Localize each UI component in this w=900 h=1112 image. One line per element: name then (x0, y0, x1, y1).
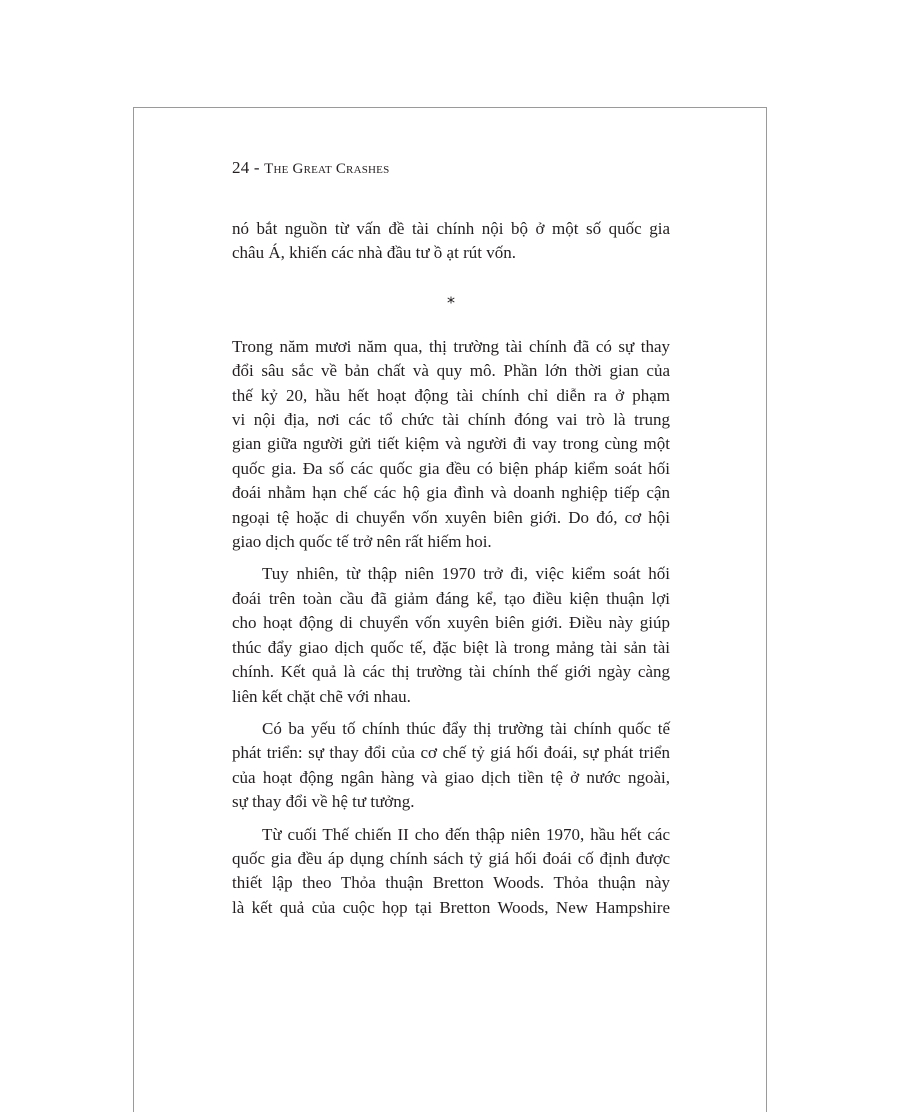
page-number: 24 (232, 158, 250, 177)
text-line: thế kỷ 20, hầu hết hoạt động tài chính chỉ diễn ra ở phạm (232, 385, 670, 405)
text-line: phát triển: sự thay đổi của cơ chế tỷ giá hối đoái, sự phát triển (232, 743, 670, 763)
paragraph (232, 562, 670, 708)
text-line: đoái trên toàn cầu đã giảm đáng kể, tạo điều kiện thuận lợi (232, 588, 670, 608)
text-line: Tuy nhiên, từ thập niên 1970 trở đi, việc kiểm soát hối (262, 564, 670, 584)
text-line: nó bắt nguồn từ vấn đề tài chính nội bộ ở một số quốc gia (232, 219, 670, 238)
text-line: của hoạt động ngân hàng và giao dịch tiền tệ ở nước ngoài, (232, 767, 670, 787)
text-line: Từ cuối Thế chiến II cho đến thập niên 1970, hầu hết các (262, 824, 670, 844)
paragraph (232, 717, 670, 815)
text-line: Có ba yếu tố chính thúc đẩy thị trường tài chính quốc tế (262, 718, 670, 738)
text-line: thiết lập theo Thỏa thuận Bretton Woods. Thỏa thuận này (232, 873, 670, 893)
paragraph (232, 823, 670, 921)
text-line: đoái nhằm hạn chế các hộ gia đình và doanh nghiệp tiếp cận (232, 483, 670, 503)
text-line: thúc đẩy giao dịch quốc tế, đặc biệt là trong mảng tài sản tài (232, 637, 670, 657)
text-line: đổi sâu sắc về bản chất và quy mô. Phần lớn thời gian của (232, 361, 670, 381)
book-title: The Great Crashes (264, 161, 390, 177)
text-line: giao dịch quốc tế trở nên rất hiếm hoi. (232, 532, 492, 552)
book-page (133, 107, 767, 1112)
running-head (232, 158, 389, 178)
text-line: vi nội địa, nơi các tổ chức tài chính đóng vai trò là trung (232, 410, 670, 430)
text-line: liên kết chặt chẽ với nhau. (232, 686, 411, 706)
text-line: Trong năm mươi năm qua, thị trường tài chính đã có sự thay (232, 336, 670, 356)
text-line: sự thay đổi về hệ tư tưởng. (232, 792, 415, 812)
section-break-asterism: ⁎ (447, 289, 455, 307)
body-text (232, 217, 670, 920)
paragraph (232, 335, 670, 555)
running-head-separator: - (249, 158, 265, 177)
text-line: ngoại tệ hoặc di chuyển vốn xuyên biên giới. Do đó, cơ hội (232, 507, 670, 527)
text-line: quốc gia đều áp dụng chính sách tỷ giá hối đoái cố định được (232, 848, 670, 868)
text-line: chính. Kết quả là các thị trường tài chính thế giới ngày càng (232, 662, 670, 682)
text-line: là kết quả của cuộc họp tại Bretton Woods, New Hampshire (232, 897, 670, 917)
text-line: quốc gia. Đa số các quốc gia đều có biện pháp kiểm soát hối (232, 458, 670, 478)
text-line: cho hoạt động di chuyển vốn xuyên biên giới. Điều này giúp (232, 613, 670, 633)
text-line: châu Á, khiến các nhà đầu tư ồ ạt rút vốn. (232, 243, 516, 263)
text-line: gian giữa người gửi tiết kiệm và người đi vay trong cùng một (232, 434, 670, 454)
paragraph (232, 217, 670, 266)
